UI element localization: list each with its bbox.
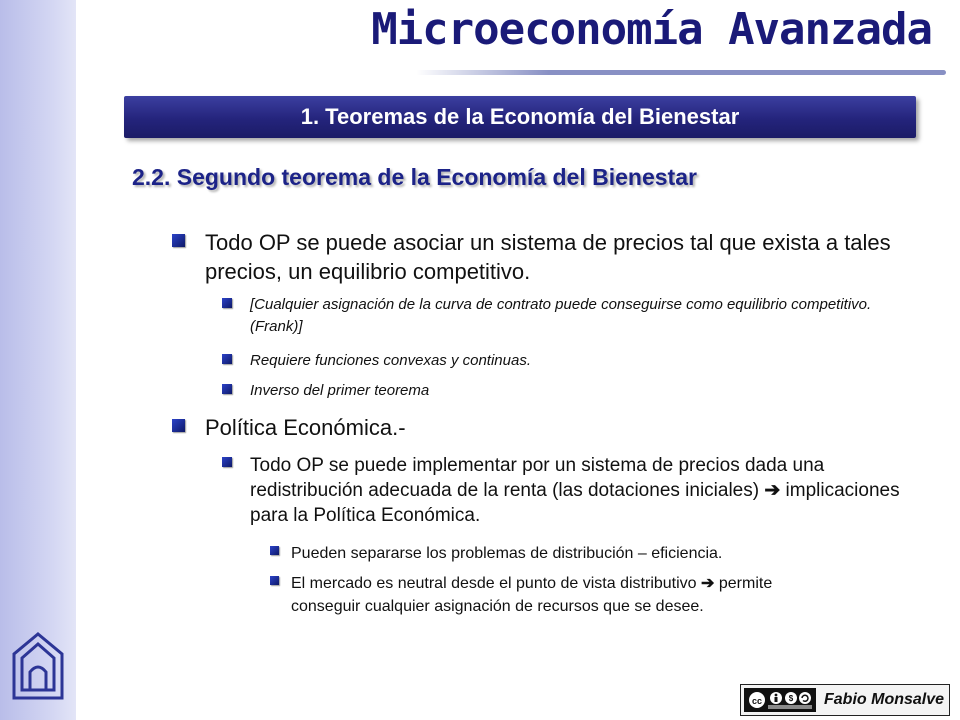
right-arrow-icon: ➔ bbox=[764, 480, 781, 501]
square-bullet-icon bbox=[222, 384, 232, 394]
text-part: permite conseguir cualquier asignación de recursos que se desee. bbox=[291, 575, 773, 615]
author-badge bbox=[740, 684, 950, 716]
text-part: implicaciones para la Política Económica. bbox=[250, 480, 900, 526]
svg-text:$: $ bbox=[788, 694, 794, 703]
cc-license-icon bbox=[747, 690, 813, 710]
square-bullet-icon bbox=[270, 546, 279, 555]
text-part: Todo OP se puede implementar por un sistema de precios dada una redistribución adecuada de la renta (las dotaciones iniciales) bbox=[250, 455, 825, 501]
bullet-text bbox=[250, 453, 912, 528]
subsection-heading: 2.2. Segundo teorema de la Economía del Bienestar bbox=[132, 164, 697, 190]
section-title: 1. Teoremas de la Economía del Bienestar bbox=[300, 104, 740, 129]
list-item bbox=[222, 453, 912, 528]
list-item bbox=[172, 228, 902, 286]
section-banner bbox=[124, 96, 916, 138]
svg-text:cc: cc bbox=[751, 696, 763, 706]
list-item bbox=[172, 413, 902, 442]
bullet-text: [Cualquier asignación de la curva de contrato puede conseguirse como equilibrio competitivo. (Frank)] bbox=[250, 296, 872, 335]
square-bullet-icon bbox=[222, 457, 232, 467]
bullet-text: Inverso del primer teorema bbox=[250, 382, 430, 399]
left-sidebar-band bbox=[0, 0, 76, 720]
square-bullet-icon bbox=[270, 576, 279, 585]
list-item bbox=[222, 350, 882, 372]
author-name: Fabio Monsalve bbox=[824, 691, 945, 708]
right-arrow-icon: ➔ bbox=[701, 575, 715, 592]
square-bullet-icon bbox=[222, 298, 232, 308]
bullet-text: Todo OP se puede asociar un sistema de precios tal que exista a tales precios, un equilibrio competitivo. bbox=[205, 230, 891, 284]
list-item bbox=[270, 542, 900, 565]
square-bullet-icon bbox=[172, 419, 185, 432]
cc-by-nc-sa-icon bbox=[744, 688, 816, 712]
list-item bbox=[270, 572, 830, 618]
square-bullet-icon bbox=[172, 234, 185, 247]
bullet-text bbox=[291, 572, 830, 618]
text-part: El mercado es neutral desde el punto de vista distributivo bbox=[291, 575, 697, 592]
course-title: Microeconomía Avanzada bbox=[371, 4, 932, 55]
list-item bbox=[222, 294, 882, 338]
square-bullet-icon bbox=[222, 354, 232, 364]
bullet-text: Requiere funciones convexas y continuas. bbox=[250, 352, 532, 369]
list-item bbox=[222, 380, 882, 402]
bullet-text: Política Económica.- bbox=[205, 415, 406, 440]
header-divider bbox=[416, 70, 946, 75]
bullet-text: Pueden separarse los problemas de distribución – eficiencia. bbox=[291, 545, 723, 562]
university-logo-icon bbox=[8, 628, 68, 704]
